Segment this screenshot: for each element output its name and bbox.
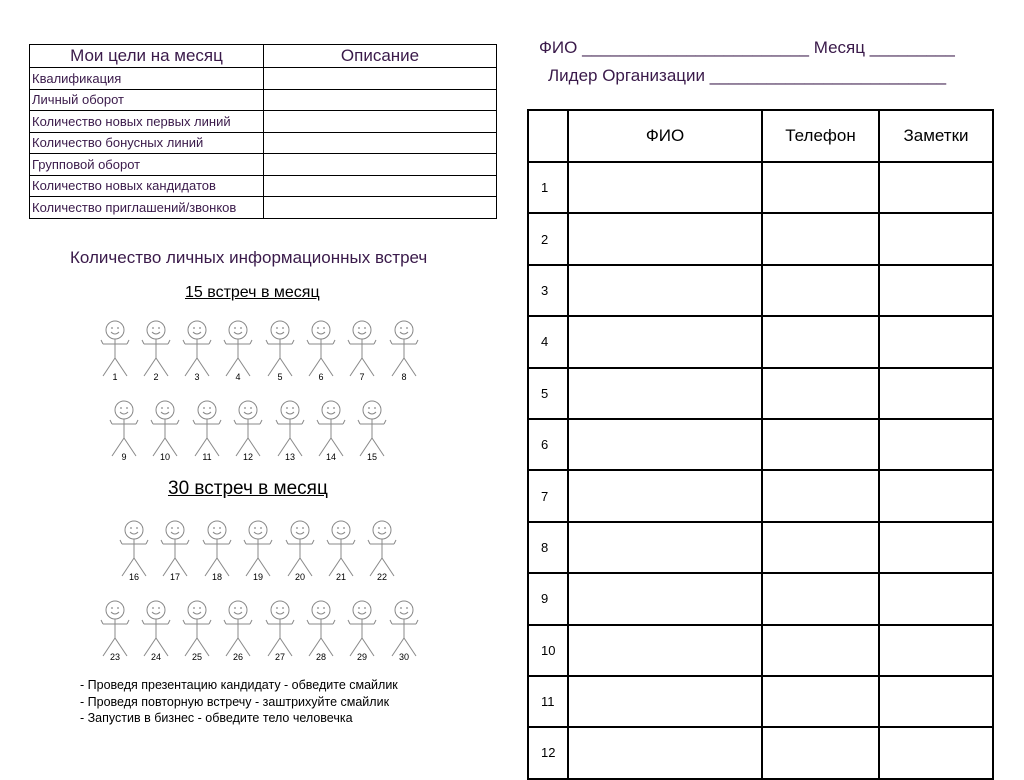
figure-number: 23	[109, 652, 121, 662]
contact-fio-cell[interactable]	[568, 727, 762, 778]
figure-number: 10	[159, 452, 171, 462]
stick-body-icon[interactable]	[286, 539, 314, 576]
contact-fio-cell[interactable]	[568, 419, 762, 470]
goal-label: Количество бонусных линий	[30, 132, 264, 154]
stick-body-icon[interactable]	[183, 619, 211, 656]
contact-row-number: 12	[528, 727, 568, 778]
contacts-table	[527, 109, 994, 780]
meetings-title: Количество личных информационных встреч	[70, 248, 428, 267]
smiley-head-icon[interactable]	[312, 321, 330, 339]
contact-phone-cell[interactable]	[762, 213, 879, 264]
contact-row	[528, 573, 993, 624]
contact-fio-cell[interactable]	[568, 676, 762, 727]
instruction-line: - Запустив в бизнес - обведите тело человечка	[80, 711, 353, 725]
smiley-head-icon[interactable]	[271, 601, 289, 619]
figure-number: 1	[112, 372, 118, 382]
smiley-head-icon[interactable]	[395, 321, 413, 339]
smiley-head-icon[interactable]	[106, 321, 124, 339]
stick-figure[interactable]	[224, 601, 252, 662]
stick-figure[interactable]	[142, 601, 170, 662]
contact-row	[528, 522, 993, 573]
smiley-head-icon[interactable]	[208, 521, 226, 539]
stick-body-icon[interactable]	[101, 619, 129, 656]
goal-label: Количество новых кандидатов	[30, 175, 264, 197]
figure-number: 9	[121, 452, 127, 462]
goals-header-description: Описание	[264, 45, 497, 68]
figure-number: 17	[169, 572, 181, 582]
smiley-head-icon[interactable]	[353, 321, 371, 339]
stick-body-icon[interactable]	[161, 539, 189, 576]
contact-notes-cell[interactable]	[879, 419, 993, 470]
stick-figure[interactable]	[224, 321, 252, 382]
contact-fio-cell[interactable]	[568, 470, 762, 521]
leader-line: Лидер Организации _________________________	[548, 66, 947, 85]
contact-row-number: 2	[528, 213, 568, 264]
contact-phone-cell[interactable]	[762, 162, 879, 213]
goal-label: Количество новых первых линий	[30, 111, 264, 133]
figure-number: 12	[242, 452, 254, 462]
stick-body-icon[interactable]	[348, 339, 376, 376]
contact-notes-cell[interactable]	[879, 213, 993, 264]
contact-notes-cell[interactable]	[879, 727, 993, 778]
smiley-head-icon[interactable]	[229, 321, 247, 339]
figure-number: 16	[128, 572, 140, 582]
meetings-15-label: 15 встреч в месяц	[185, 284, 320, 301]
contacts-header-number	[528, 110, 568, 162]
contact-row-number: 1	[528, 162, 568, 213]
contact-fio-cell[interactable]	[568, 368, 762, 419]
contact-row	[528, 676, 993, 727]
stick-body-icon[interactable]	[317, 419, 345, 456]
stick-figure[interactable]	[317, 401, 345, 462]
contact-fio-cell[interactable]	[568, 265, 762, 316]
stick-body-icon[interactable]	[224, 339, 252, 376]
stick-figure[interactable]	[142, 321, 170, 382]
figure-number: 21	[335, 572, 347, 582]
contact-row-number: 11	[528, 676, 568, 727]
stick-body-icon[interactable]	[110, 419, 138, 456]
contact-fio-cell[interactable]	[568, 625, 762, 676]
stick-body-icon[interactable]	[307, 339, 335, 376]
figure-number: 6	[318, 372, 324, 382]
figure-number: 29	[356, 652, 368, 662]
stick-body-icon[interactable]	[276, 419, 304, 456]
contact-phone-cell[interactable]	[762, 573, 879, 624]
contact-phone-cell[interactable]	[762, 522, 879, 573]
contact-phone-cell[interactable]	[762, 676, 879, 727]
stick-figure[interactable]	[307, 321, 335, 382]
figure-number: 28	[315, 652, 327, 662]
figure-number: 27	[274, 652, 286, 662]
smiley-head-icon[interactable]	[198, 401, 216, 419]
stick-figure[interactable]	[244, 521, 272, 582]
figure-number: 14	[325, 452, 337, 462]
figure-number: 18	[211, 572, 223, 582]
contact-row	[528, 368, 993, 419]
stick-body-icon[interactable]	[327, 539, 355, 576]
contact-row-number: 9	[528, 573, 568, 624]
figure-number: 5	[277, 372, 283, 382]
smiley-head-icon[interactable]	[229, 601, 247, 619]
smiley-head-icon[interactable]	[281, 401, 299, 419]
stick-body-icon[interactable]	[358, 419, 386, 456]
stick-body-icon[interactable]	[390, 339, 418, 376]
contact-fio-cell[interactable]	[568, 162, 762, 213]
contact-row-number: 7	[528, 470, 568, 521]
contact-row	[528, 265, 993, 316]
contact-phone-cell[interactable]	[762, 419, 879, 470]
stick-figure[interactable]	[110, 401, 138, 462]
contact-row	[528, 213, 993, 264]
figure-number: 19	[252, 572, 264, 582]
figure-number: 2	[153, 372, 159, 382]
smiley-head-icon[interactable]	[363, 401, 381, 419]
contact-row	[528, 470, 993, 521]
smiley-head-icon[interactable]	[395, 601, 413, 619]
fio-month-line: ФИО ________________________ Месяц _________	[539, 38, 955, 57]
stick-figure[interactable]	[101, 321, 129, 382]
smiley-head-icon[interactable]	[312, 601, 330, 619]
figure-number: 24	[150, 652, 162, 662]
contact-row-number: 4	[528, 316, 568, 367]
stick-body-icon[interactable]	[390, 619, 418, 656]
smiley-head-icon[interactable]	[106, 601, 124, 619]
contact-phone-cell[interactable]	[762, 727, 879, 778]
contact-row	[528, 419, 993, 470]
stick-body-icon[interactable]	[224, 619, 252, 656]
stick-body-icon[interactable]	[193, 419, 221, 456]
contact-row	[528, 727, 993, 778]
stick-body-icon[interactable]	[101, 339, 129, 376]
contact-fio-cell[interactable]	[568, 316, 762, 367]
goal-label: Квалификация	[30, 68, 264, 90]
smiley-head-icon[interactable]	[125, 521, 143, 539]
instruction-line: - Проведя презентацию кандидату - обведите смайлик	[80, 678, 398, 692]
smiley-head-icon[interactable]	[239, 401, 257, 419]
stick-body-icon[interactable]	[142, 619, 170, 656]
figure-number: 3	[194, 372, 200, 382]
contact-row	[528, 162, 993, 213]
stick-body-icon[interactable]	[120, 539, 148, 576]
contact-phone-cell[interactable]	[762, 470, 879, 521]
contacts-header-phone: Телефон	[762, 110, 879, 162]
stick-body-icon[interactable]	[142, 339, 170, 376]
stick-figure[interactable]	[203, 521, 231, 582]
contact-notes-cell[interactable]	[879, 625, 993, 676]
smiley-head-icon[interactable]	[249, 521, 267, 539]
smiley-head-icon[interactable]	[188, 321, 206, 339]
stick-figure[interactable]	[358, 401, 386, 462]
figure-number: 26	[232, 652, 244, 662]
smiley-head-icon[interactable]	[188, 601, 206, 619]
contacts-header-notes: Заметки	[879, 110, 993, 162]
contact-notes-cell[interactable]	[879, 676, 993, 727]
smiley-head-icon[interactable]	[271, 321, 289, 339]
stick-figure[interactable]	[390, 601, 418, 662]
stick-body-icon[interactable]	[307, 619, 335, 656]
stick-body-icon[interactable]	[244, 539, 272, 576]
stick-body-icon[interactable]	[183, 339, 211, 376]
figure-number: 8	[401, 372, 407, 382]
stick-figure[interactable]	[276, 401, 304, 462]
stick-body-icon[interactable]	[348, 619, 376, 656]
stick-figure[interactable]	[183, 321, 211, 382]
stick-figure[interactable]	[193, 401, 221, 462]
goal-label: Групповой оборот	[30, 154, 264, 176]
figure-number: 7	[359, 372, 365, 382]
stick-figure[interactable]	[120, 521, 148, 582]
stick-figure[interactable]	[183, 601, 211, 662]
stick-body-icon[interactable]	[266, 339, 294, 376]
figure-number: 25	[191, 652, 203, 662]
goals-header-goals: Мои цели на месяц	[30, 45, 264, 68]
contact-fio-cell[interactable]	[568, 213, 762, 264]
stick-figure[interactable]	[327, 521, 355, 582]
stick-figure[interactable]	[101, 601, 129, 662]
figure-number: 13	[284, 452, 296, 462]
smiley-head-icon[interactable]	[166, 521, 184, 539]
smiley-head-icon[interactable]	[147, 601, 165, 619]
instruction-line: - Проведя повторную встречу - заштрихуйте смайлик	[80, 694, 390, 709]
contact-row-number: 10	[528, 625, 568, 676]
smiley-head-icon[interactable]	[156, 401, 174, 419]
contact-phone-cell[interactable]	[762, 316, 879, 367]
smiley-head-icon[interactable]	[332, 521, 350, 539]
stick-body-icon[interactable]	[203, 539, 231, 576]
stick-body-icon[interactable]	[151, 419, 179, 456]
contact-phone-cell[interactable]	[762, 625, 879, 676]
contacts-header-fio: ФИО	[568, 110, 762, 162]
stick-body-icon[interactable]	[266, 619, 294, 656]
stick-figure[interactable]	[266, 321, 294, 382]
stick-figure[interactable]	[161, 521, 189, 582]
figure-number: 20	[294, 572, 306, 582]
stick-figure[interactable]	[307, 601, 335, 662]
contact-row-number: 3	[528, 265, 568, 316]
smiley-head-icon[interactable]	[322, 401, 340, 419]
contact-phone-cell[interactable]	[762, 368, 879, 419]
goal-label: Личный оборот	[30, 89, 264, 111]
meetings-30-label: 30 встреч в месяц	[168, 478, 328, 499]
contact-notes-cell[interactable]	[879, 470, 993, 521]
stick-body-icon[interactable]	[234, 419, 262, 456]
contact-fio-cell[interactable]	[568, 573, 762, 624]
contact-row-number: 8	[528, 522, 568, 573]
contact-row-number: 5	[528, 368, 568, 419]
stick-figure[interactable]	[348, 601, 376, 662]
figure-number: 30	[398, 652, 410, 662]
stick-figure[interactable]	[151, 401, 179, 462]
contact-fio-cell[interactable]	[568, 522, 762, 573]
stick-figure[interactable]	[390, 321, 418, 382]
stick-figure[interactable]	[368, 521, 396, 582]
stick-figure[interactable]	[266, 601, 294, 662]
stick-figure[interactable]	[286, 521, 314, 582]
smiley-head-icon[interactable]	[353, 601, 371, 619]
contact-notes-cell[interactable]	[879, 522, 993, 573]
contact-row	[528, 316, 993, 367]
smiley-head-icon[interactable]	[291, 521, 309, 539]
smiley-head-icon[interactable]	[115, 401, 133, 419]
contact-notes-cell[interactable]	[879, 265, 993, 316]
stick-figure[interactable]	[348, 321, 376, 382]
figure-number: 15	[366, 452, 378, 462]
stick-body-icon[interactable]	[368, 539, 396, 576]
goal-label: Количество приглашений/звонков	[30, 197, 264, 219]
smiley-head-icon[interactable]	[373, 521, 391, 539]
contact-notes-cell[interactable]	[879, 368, 993, 419]
smiley-head-icon[interactable]	[147, 321, 165, 339]
figure-number: 4	[235, 372, 241, 382]
contact-phone-cell[interactable]	[762, 265, 879, 316]
contact-row	[528, 625, 993, 676]
figure-number: 11	[202, 452, 212, 462]
contact-notes-cell[interactable]	[879, 316, 993, 367]
stick-figure[interactable]	[234, 401, 262, 462]
contact-notes-cell[interactable]	[879, 573, 993, 624]
contact-notes-cell[interactable]	[879, 162, 993, 213]
contact-row-number: 6	[528, 419, 568, 470]
figure-number: 22	[376, 572, 388, 582]
